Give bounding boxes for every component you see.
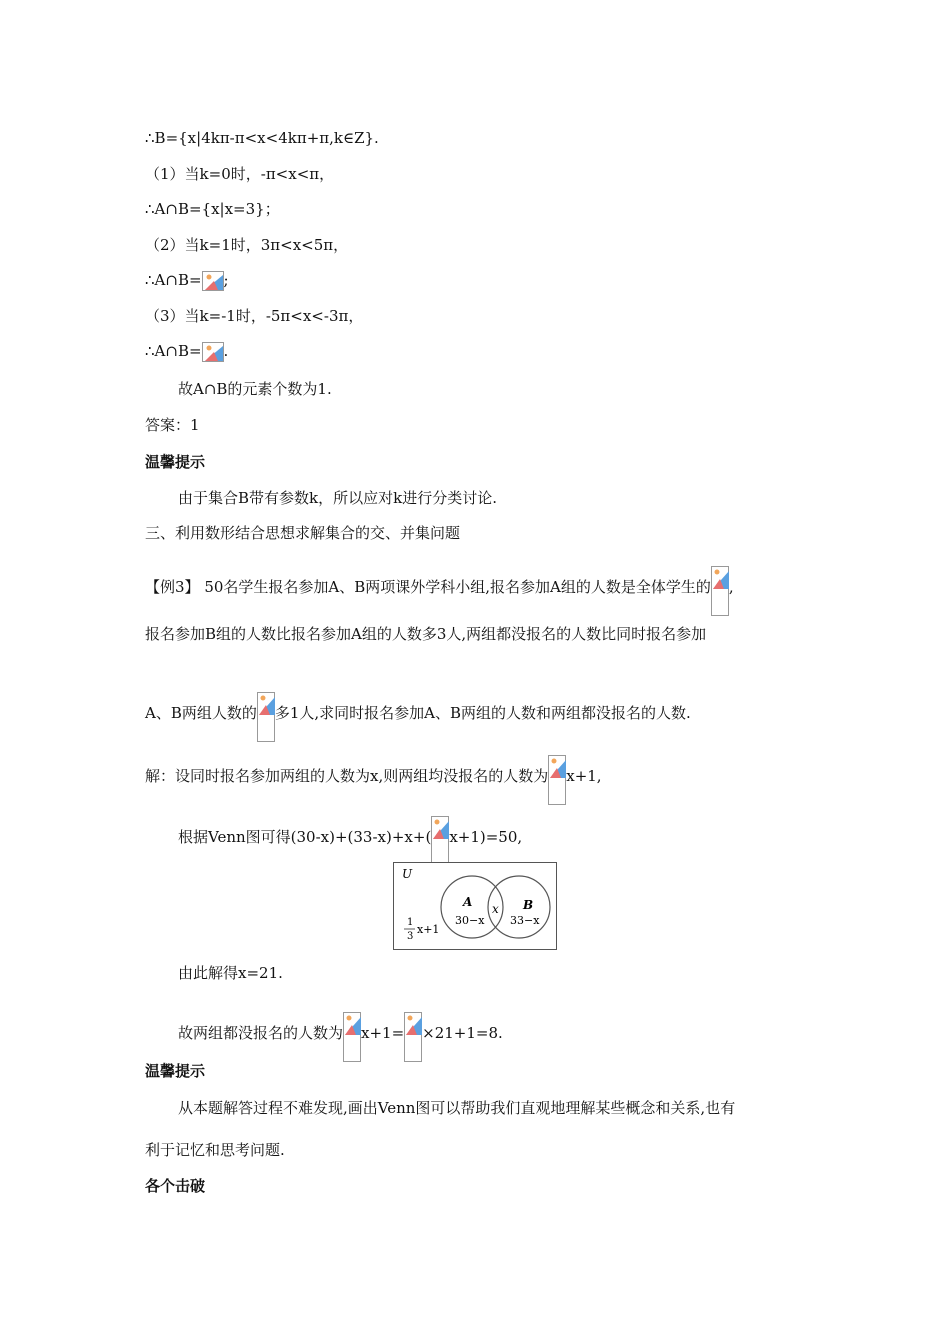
line-element-count: 故A∩B的元素个数为1. bbox=[178, 380, 332, 398]
tip-title-2: 温馨提示 bbox=[145, 1062, 206, 1080]
tip-text-1: 由于集合B带有参数k，所以应对k进行分类讨论. bbox=[178, 489, 497, 507]
venn-both-label: x bbox=[492, 902, 499, 916]
venn-a-only-label: 30−x bbox=[455, 914, 485, 927]
line-case-3: （3）当k=-1时，-5π<x<-3π， bbox=[145, 307, 364, 325]
broken-image-icon bbox=[548, 755, 566, 805]
venn-set-a-label: A bbox=[463, 895, 473, 909]
venn-outside-label: x+1 bbox=[417, 923, 440, 936]
line-case-1: （1）当k=0时，-π<x<π， bbox=[145, 165, 335, 183]
broken-image-icon bbox=[711, 566, 729, 616]
example-3-line-1: 【例3】 50名学生报名参加A、B两项课外学科小组,报名参加A组的人数是全体学生的 , bbox=[145, 566, 734, 616]
example-3-line-2: 报名参加B组的人数比报名参加A组的人数多3人,两组都没报名的人数比同时报名参加 bbox=[145, 625, 707, 643]
broken-image-icon bbox=[343, 1012, 361, 1062]
line-case-2: （2）当k=1时，3π<x<5π， bbox=[145, 236, 349, 254]
venn-universe-label: U bbox=[402, 867, 413, 881]
line-answer: 答案：1 bbox=[145, 416, 200, 434]
venn-fraction-numerator: 1 bbox=[407, 917, 414, 928]
section-break-through: 各个击破 bbox=[145, 1177, 206, 1195]
venn-diagram bbox=[393, 862, 557, 950]
broken-image-icon bbox=[202, 271, 224, 291]
tip-text-2-line-1: 从本题解答过程不难发现,画出Venn图可以帮助我们直观地理解某些概念和关系,也有 bbox=[178, 1099, 736, 1117]
line-intersection-2: ∴A∩B= ; bbox=[145, 271, 229, 289]
line-intersection-3: ∴A∩B= . bbox=[145, 342, 229, 360]
broken-image-icon bbox=[202, 342, 224, 362]
tip-text-2-line-2: 利于记忆和思考问题. bbox=[145, 1141, 285, 1159]
solution-line: 解：设同时报名参加两组的人数为x,则两组均没报名的人数为 x+1, bbox=[145, 755, 602, 805]
example-3-line-3: A、B两组人数的 多1人,求同时报名参加A、B两组的人数和两组都没报名的人数. bbox=[145, 692, 691, 742]
line-intersection-1: ∴A∩B={x|x=3}； bbox=[145, 200, 280, 218]
solve-line: 由此解得x=21. bbox=[178, 964, 283, 982]
line-set-b: ∴B={x|4kπ-π<x<4kπ+π,k∈Z}. bbox=[145, 129, 379, 147]
section-heading-3: 三、利用数形结合思想求解集合的交、并集问题 bbox=[145, 524, 461, 542]
broken-image-icon bbox=[257, 692, 275, 742]
broken-image-icon bbox=[404, 1012, 422, 1062]
venn-fraction-denominator: 3 bbox=[407, 931, 414, 942]
venn-b-only-label: 33−x bbox=[510, 914, 540, 927]
answer-line: 故两组都没报名的人数为 x+1= ×21+1=8. bbox=[178, 1012, 503, 1062]
venn-set-b-label: B bbox=[523, 898, 534, 912]
venn-equation-line: 根据Venn图可得(30-x)+(33-x)+x+( x+1)=50, bbox=[178, 816, 522, 866]
broken-image-icon bbox=[431, 816, 449, 866]
tip-title-1: 温馨提示 bbox=[145, 453, 206, 471]
